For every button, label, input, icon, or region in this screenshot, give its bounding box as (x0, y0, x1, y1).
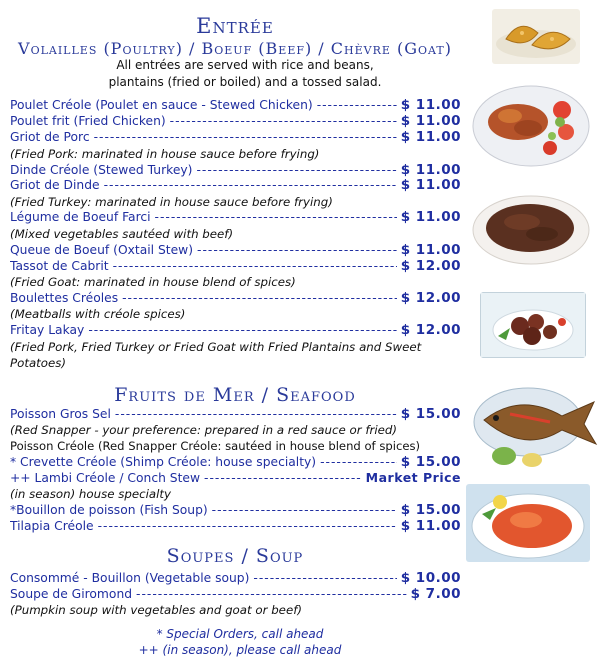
soup-title: Soupes / Soup (166, 545, 304, 567)
item-name: Griot de Porc (10, 130, 90, 144)
item-price: $ 11.00 (400, 518, 461, 534)
item-price: $ 11.00 (400, 162, 461, 178)
item-description: (Fried Pork: marinated in house sauce before frying) (10, 147, 320, 161)
footer-special-orders: * Special Orders, call ahead (156, 627, 324, 641)
menu-item (10, 470, 461, 486)
item-name: Consommé - Bouillon (Vegetable soup) (10, 571, 250, 585)
chicken-plate-photo (470, 80, 592, 170)
item-name: Dinde Créole (Stewed Turkey) (10, 163, 193, 177)
menu-item (10, 258, 461, 274)
item-description: (Pumpkin soup with vegetables and goat or beef) (10, 603, 302, 617)
item-price: $ 12.00 (400, 290, 461, 306)
item-description: (Fried Turkey: marinated in house sauce before frying) (10, 195, 333, 209)
item-price: $ 11.00 (400, 209, 461, 225)
item-price: $ 15.00 (400, 454, 461, 470)
menu-item (10, 242, 461, 258)
entree-subtitle: Volailles (Poultry) / Boeuf (Beef) / Chèvre (Goat) (18, 39, 452, 58)
item-price: $ 11.00 (400, 242, 461, 258)
item-description: (Red Snapper - your preference: prepared in a red sauce or fried) (10, 423, 397, 437)
item-name: Poisson Créole (Red Snapper Créole: sautéed in house blend of spices) (10, 439, 421, 453)
item-price: $ 11.00 (400, 129, 461, 145)
item-price: $ 11.00 (400, 97, 461, 113)
menu-item (10, 129, 461, 145)
item-description: (in season) house specialty (10, 487, 172, 501)
item-price: $ 11.00 (400, 177, 461, 193)
item-name: Poulet frit (Fried Chicken) (10, 114, 166, 128)
menu-item (10, 586, 461, 602)
item-name: Légume de Boeuf Farci (10, 210, 151, 224)
item-name: Soupe de Giromond (10, 587, 133, 601)
item-price: $ 12.00 (400, 258, 461, 274)
entree-intro-line1: All entrées are served with rice and beans, (116, 58, 374, 72)
fried-pastry-photo (492, 9, 580, 64)
menu-item (10, 113, 461, 129)
menu-item (10, 406, 461, 422)
fish-soup-photo (466, 484, 590, 562)
menu-item (10, 177, 461, 193)
item-name: Queue de Boeuf (Oxtail Stew) (10, 243, 194, 257)
entree-intro-line2: plantains (fried or boiled) and a tossed salad. (108, 75, 382, 89)
menu-item (10, 97, 461, 113)
item-name: Boulettes Créoles (10, 291, 119, 305)
item-price: $ 15.00 (400, 406, 461, 422)
rice-and-beans-photo (470, 188, 592, 268)
menu-item (10, 162, 461, 178)
menu-item (10, 290, 461, 306)
footer-in-season: ++ (in season), please call ahead (138, 643, 342, 657)
item-name: Poulet Créole (Poulet en sauce - Stewed Chicken) (10, 98, 313, 112)
entree-title: Entrée (196, 14, 274, 38)
meatballs-photo (480, 292, 586, 358)
item-price: $ 11.00 (400, 113, 461, 129)
menu-item (10, 518, 461, 534)
item-price: Market Price (365, 470, 461, 485)
item-description: (Fried Goat: marinated in house blend of spices) (10, 275, 296, 289)
item-description: (Fried Pork, Fried Turkey or Fried Goat with Fried Plantains and Sweet Potatoes) (10, 340, 422, 370)
item-name: Tassot de Cabrit (10, 259, 109, 273)
item-name: Tilapia Créole (10, 519, 94, 533)
item-description: (Mixed vegetables sautéed with beef) (10, 227, 234, 241)
item-name: ++ Lambi Créole / Conch Stew (10, 471, 201, 485)
menu-item (10, 322, 461, 338)
menu-item (10, 570, 461, 586)
item-price: $ 10.00 (400, 570, 461, 586)
item-description: (Meatballs with créole spices) (10, 307, 186, 321)
item-name: Griot de Dinde (10, 178, 100, 192)
item-name: Poisson Gros Sel (10, 407, 111, 421)
item-price: $ 7.00 (410, 586, 461, 602)
seafood-title: Fruits de Mer / Seafood (114, 384, 356, 406)
menu-item (10, 454, 461, 470)
fried-fish-photo (470, 378, 598, 473)
item-price: $ 15.00 (400, 502, 461, 518)
item-name: *Bouillon de poisson (Fish Soup) (10, 503, 208, 517)
menu-item (10, 502, 461, 518)
item-name: * Crevette Créole (Shimp Créole: house specialty) (10, 455, 317, 469)
item-name: Fritay Lakay (10, 323, 85, 337)
menu-item (10, 209, 461, 225)
item-price: $ 12.00 (400, 322, 461, 338)
